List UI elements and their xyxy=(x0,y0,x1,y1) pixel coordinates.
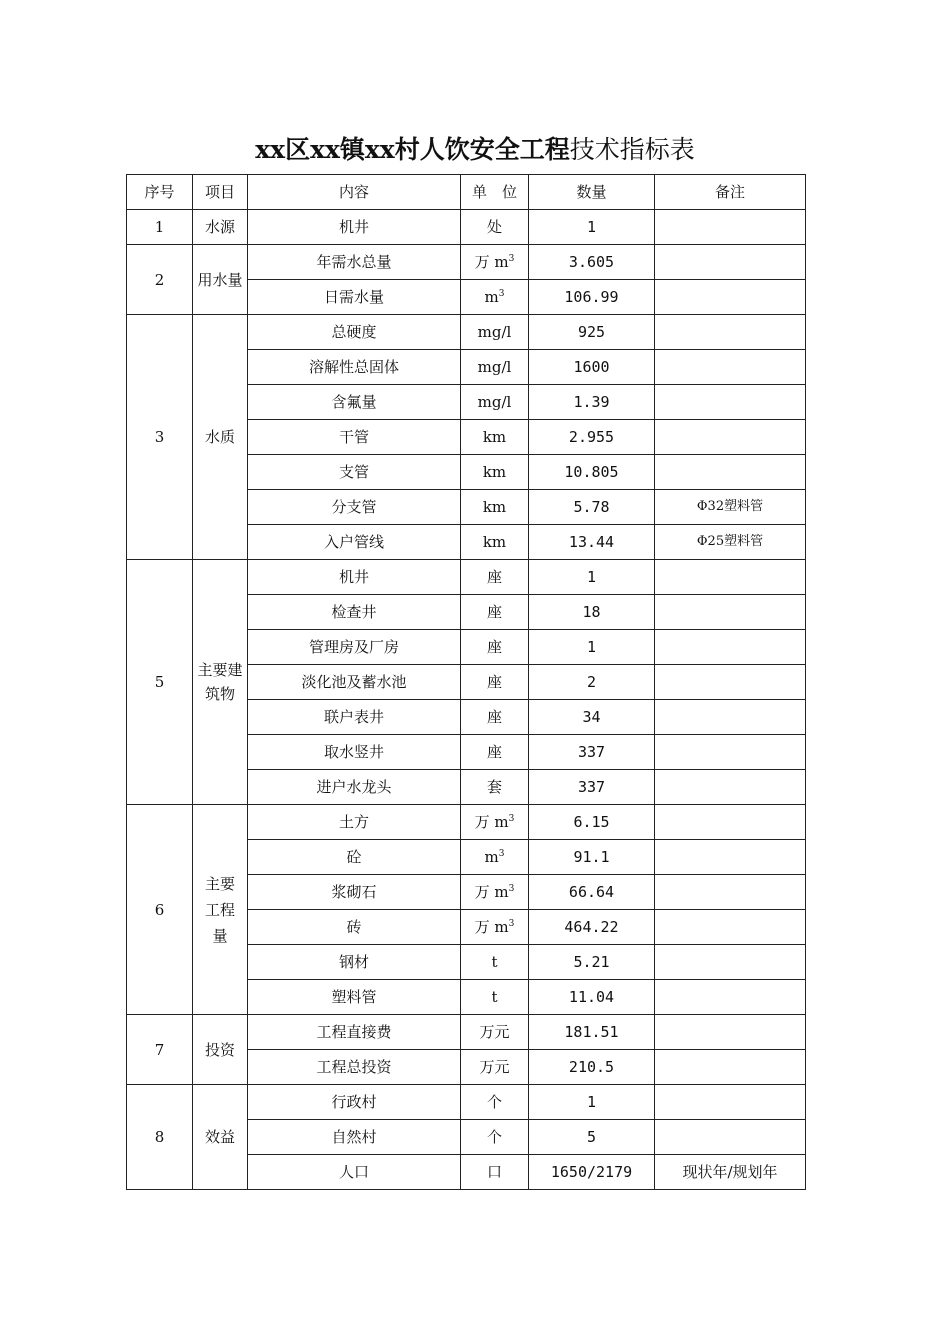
cell-seq: 1 xyxy=(127,210,193,245)
cell-content: 总硬度 xyxy=(248,315,461,350)
cell-content: 砼 xyxy=(248,840,461,875)
table-row xyxy=(127,805,806,840)
cell-qty: 925 xyxy=(529,315,655,350)
cell-note xyxy=(655,595,806,630)
cell-note xyxy=(655,1050,806,1085)
cell-unit: $m^3$ xyxy=(461,280,529,315)
cell-note xyxy=(655,280,806,315)
cell-note xyxy=(655,350,806,385)
cell-item: 主要工程量 xyxy=(193,805,248,1015)
cell-note xyxy=(655,770,806,805)
cell-note xyxy=(655,385,806,420)
cell-content: 工程总投资 xyxy=(248,1050,461,1085)
cell-qty: 5.21 xyxy=(529,945,655,980)
cell-note xyxy=(655,910,806,945)
cell-qty: 5 xyxy=(529,1120,655,1155)
cell-note xyxy=(655,455,806,490)
cell-seq: 2 xyxy=(127,245,193,315)
cell-qty: 34 xyxy=(529,700,655,735)
cell-note xyxy=(655,245,806,280)
cell-note xyxy=(655,840,806,875)
cell-note xyxy=(655,665,806,700)
cell-qty: 1 xyxy=(529,560,655,595)
cell-note xyxy=(655,875,806,910)
cell-content: 分支管 xyxy=(248,490,461,525)
cell-seq: 8 xyxy=(127,1085,193,1190)
cell-unit: 个 xyxy=(461,1120,529,1155)
cell-qty: 337 xyxy=(529,735,655,770)
cell-unit: 座 xyxy=(461,735,529,770)
cell-qty: 337 xyxy=(529,770,655,805)
cell-content: 淡化池及蓄水池 xyxy=(248,665,461,700)
cell-content: 土方 xyxy=(248,805,461,840)
cell-note xyxy=(655,1085,806,1120)
page-title xyxy=(0,130,950,170)
cell-qty: 181.51 xyxy=(529,1015,655,1050)
cell-content: 入户管线 xyxy=(248,525,461,560)
cell-qty: 1600 xyxy=(529,350,655,385)
cell-note xyxy=(655,315,806,350)
cell-content: 机井 xyxy=(248,560,461,595)
cell-qty: 106.99 xyxy=(529,280,655,315)
cell-note xyxy=(655,805,806,840)
cell-content: 含氟量 xyxy=(248,385,461,420)
cell-note xyxy=(655,735,806,770)
cell-content: 支管 xyxy=(248,455,461,490)
cell-content: 人口 xyxy=(248,1155,461,1190)
cell-qty: 1650/2179 xyxy=(529,1155,655,1190)
cell-unit: 万 $m^3$ xyxy=(461,910,529,945)
cell-seq: 6 xyxy=(127,805,193,1015)
header-content: 内容 xyxy=(248,175,461,210)
cell-content: 取水竖井 xyxy=(248,735,461,770)
cell-unit: t xyxy=(461,945,529,980)
cell-content: 机井 xyxy=(248,210,461,245)
cell-note xyxy=(655,700,806,735)
cell-content: 年需水总量 xyxy=(248,245,461,280)
cell-qty: 210.5 xyxy=(529,1050,655,1085)
cell-seq: 7 xyxy=(127,1015,193,1085)
cell-content: 日需水量 xyxy=(248,280,461,315)
cell-qty: 3.605 xyxy=(529,245,655,280)
cell-unit: $m^3$ xyxy=(461,840,529,875)
cell-qty: 2 xyxy=(529,665,655,700)
cell-unit: 万元 xyxy=(461,1050,529,1085)
cell-note xyxy=(655,630,806,665)
cell-note: Φ25塑料管 xyxy=(655,525,806,560)
cell-item: 主要建筑物 xyxy=(193,560,248,805)
cell-item: 水质 xyxy=(193,315,248,560)
cell-note xyxy=(655,210,806,245)
cell-note: Φ32塑料管 xyxy=(655,490,806,525)
table-row xyxy=(127,315,806,350)
cell-note xyxy=(655,560,806,595)
cell-content: 砖 xyxy=(248,910,461,945)
cell-content: 干管 xyxy=(248,420,461,455)
cell-unit: 万 $m^3$ xyxy=(461,805,529,840)
cell-item: 水源 xyxy=(193,210,248,245)
header-unit: 单 位 xyxy=(461,175,529,210)
cell-content: 溶解性总固体 xyxy=(248,350,461,385)
cell-unit: 万元 xyxy=(461,1015,529,1050)
cell-item: 效益 xyxy=(193,1085,248,1190)
cell-unit: 套 xyxy=(461,770,529,805)
cell-content: 联户表井 xyxy=(248,700,461,735)
cell-note xyxy=(655,420,806,455)
cell-item: 投资 xyxy=(193,1015,248,1085)
title-main: xx区xx镇xx村人饮安全工程 xyxy=(255,135,570,164)
cell-qty: 464.22 xyxy=(529,910,655,945)
cell-qty: 10.805 xyxy=(529,455,655,490)
cell-unit: 口 xyxy=(461,1155,529,1190)
cell-qty: 91.1 xyxy=(529,840,655,875)
cell-unit: km xyxy=(461,490,529,525)
cell-unit: 处 xyxy=(461,210,529,245)
cell-qty: 11.04 xyxy=(529,980,655,1015)
cell-unit: 万 $m^3$ xyxy=(461,245,529,280)
cell-qty: 18 xyxy=(529,595,655,630)
cell-note xyxy=(655,1120,806,1155)
title-suffix: 技术指标表 xyxy=(569,135,695,164)
cell-unit: km xyxy=(461,525,529,560)
header-note: 备注 xyxy=(655,175,806,210)
cell-unit: km xyxy=(461,455,529,490)
cell-seq: 3 xyxy=(127,315,193,560)
table-header-row xyxy=(127,175,806,210)
cell-item: 用水量 xyxy=(193,245,248,315)
cell-unit: 座 xyxy=(461,560,529,595)
cell-qty: 13.44 xyxy=(529,525,655,560)
table-body xyxy=(127,210,806,1190)
cell-content: 工程直接费 xyxy=(248,1015,461,1050)
cell-content: 钢材 xyxy=(248,945,461,980)
cell-qty: 1 xyxy=(529,210,655,245)
cell-unit: km xyxy=(461,420,529,455)
table-row xyxy=(127,210,806,245)
cell-qty: 6.15 xyxy=(529,805,655,840)
cell-qty: 1 xyxy=(529,630,655,665)
header-qty: 数量 xyxy=(529,175,655,210)
cell-qty: 1 xyxy=(529,1085,655,1120)
header-item: 项目 xyxy=(193,175,248,210)
cell-unit: mg/l xyxy=(461,385,529,420)
cell-unit: 座 xyxy=(461,700,529,735)
cell-content: 进户水龙头 xyxy=(248,770,461,805)
cell-content: 塑料管 xyxy=(248,980,461,1015)
cell-unit: 万 $m^3$ xyxy=(461,875,529,910)
table-row xyxy=(127,560,806,595)
cell-content: 浆砌石 xyxy=(248,875,461,910)
cell-qty: 5.78 xyxy=(529,490,655,525)
cell-qty: 2.955 xyxy=(529,420,655,455)
cell-unit: t xyxy=(461,980,529,1015)
cell-unit: mg/l xyxy=(461,315,529,350)
cell-content: 自然村 xyxy=(248,1120,461,1155)
cell-seq: 5 xyxy=(127,560,193,805)
cell-note xyxy=(655,980,806,1015)
cell-unit: mg/l xyxy=(461,350,529,385)
table-row xyxy=(127,1015,806,1050)
cell-content: 管理房及厂房 xyxy=(248,630,461,665)
cell-qty: 1.39 xyxy=(529,385,655,420)
table-row xyxy=(127,245,806,280)
cell-unit: 个 xyxy=(461,1085,529,1120)
cell-unit: 座 xyxy=(461,630,529,665)
cell-note: 现状年/规划年 xyxy=(655,1155,806,1190)
cell-content: 检查井 xyxy=(248,595,461,630)
cell-note xyxy=(655,1015,806,1050)
cell-qty: 66.64 xyxy=(529,875,655,910)
cell-note xyxy=(655,945,806,980)
cell-unit: 座 xyxy=(461,665,529,700)
technical-indicators-table xyxy=(126,174,806,1190)
table-row xyxy=(127,1085,806,1120)
header-seq: 序号 xyxy=(127,175,193,210)
cell-unit: 座 xyxy=(461,595,529,630)
cell-content: 行政村 xyxy=(248,1085,461,1120)
